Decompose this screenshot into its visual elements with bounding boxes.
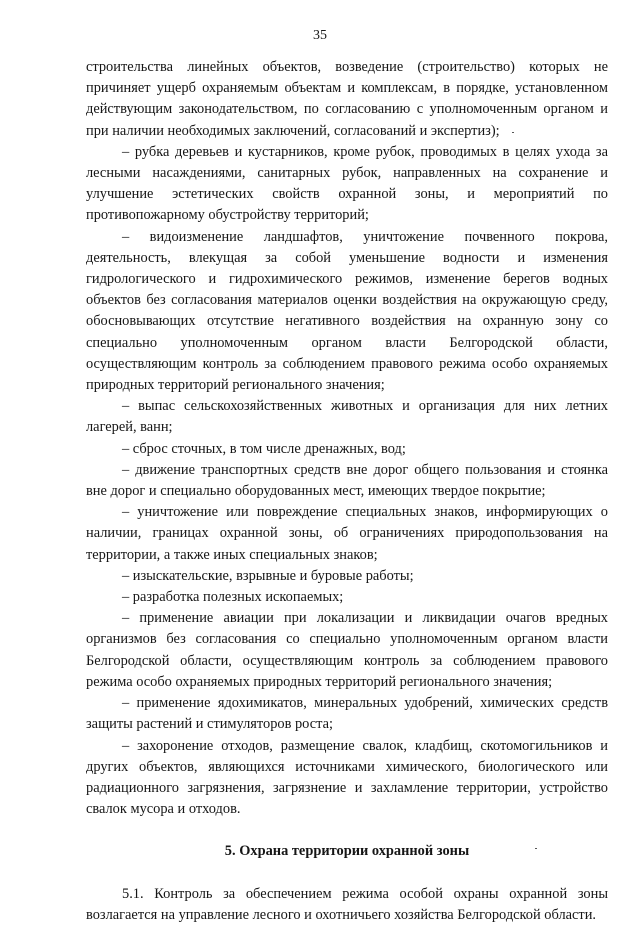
list-item: – применение авиации при локализации и ликвидации очагов вредных организмов без согласования со специально уполномоченным органом власти Белгородской области, осуществляющим контроль за соблюдением правового режима особо охраняемых природных территорий регионального значения;: [86, 610, 608, 690]
list-item: – видоизменение ландшафтов, уничтожение почвенного покрова, деятельность, влекущая за собой уменьшение водности и изменения гидрологического и гидрохимического режимов, изменение берегов водных объектов без согласования материалов оценки воздействия на окружающую среду, обосновывающих отсутствие негативного воздействия на охранную зону со специально уполномоченным органом власти Белгородской области, осуществляющим контроль за соблюдением правового режима особо охраняемых природных территорий регионального значения;: [86, 228, 608, 394]
list-item: – рубка деревьев и кустарников, кроме рубок, проводимых в целях ухода за лесными насаждениями, санитарных рубок, направленных на сохранение и улучшение эстетических свойств охранной зоны, и мероприятий по противопожарному обустройству территорий;: [86, 143, 608, 224]
section-paragraph: 5.1. Контроль за обеспечением режима особой охраны охранной зоны возлагается на управление лесного и охотничьего хозяйства Белгородской области.: [86, 885, 608, 923]
page-number: 35: [313, 28, 327, 43]
paragraph-continuation: строительства линейных объектов, возведение (строительство) которых не причиняет ущерб охраняемым объектам и комплексам, в порядке, установленном действующим законодательством, по согласованию с уполномоченным органом и при наличии необходимых заключений, согласований и экспертиз);: [86, 59, 608, 139]
list-item: – уничтожение или повреждение специальных знаков, информирующих о наличии, границах охранной зоны, об ограничениях природопользования на территории, а также иных специальных знаков;: [86, 504, 608, 563]
section-heading: 5. Охрана территории охранной зоны: [224, 843, 470, 860]
list-item: – изыскательские, взрывные и буровые работы;: [122, 567, 414, 584]
document-body: [86, 57, 608, 926]
list-item: – выпас сельскохозяйственных животных и организация для них летних лагерей, ванн;: [86, 398, 608, 436]
scan-speck: [535, 848, 537, 849]
list-item: – применение ядохимикатов, минеральных удобрений, химических средств защиты растений и стимуляторов роста;: [86, 695, 608, 733]
list-item: – разработка полезных ископаемых;: [122, 589, 344, 606]
scan-speck: [512, 132, 514, 133]
list-item: – движение транспортных средств вне дорог общего пользования и стоянка вне дорог и специально оборудованных мест, имеющих твердое покрытие;: [86, 461, 608, 500]
list-item: – сброс сточных, в том числе дренажных, вод;: [122, 440, 406, 457]
list-item: – захоронение отходов, размещение свалок, кладбищ, скотомогильников и других объектов, являющихся источниками химического, биологического или радиационного загрязнения, загрязнение и захламление территории, устройство свалок мусора и отходов.: [86, 737, 608, 818]
